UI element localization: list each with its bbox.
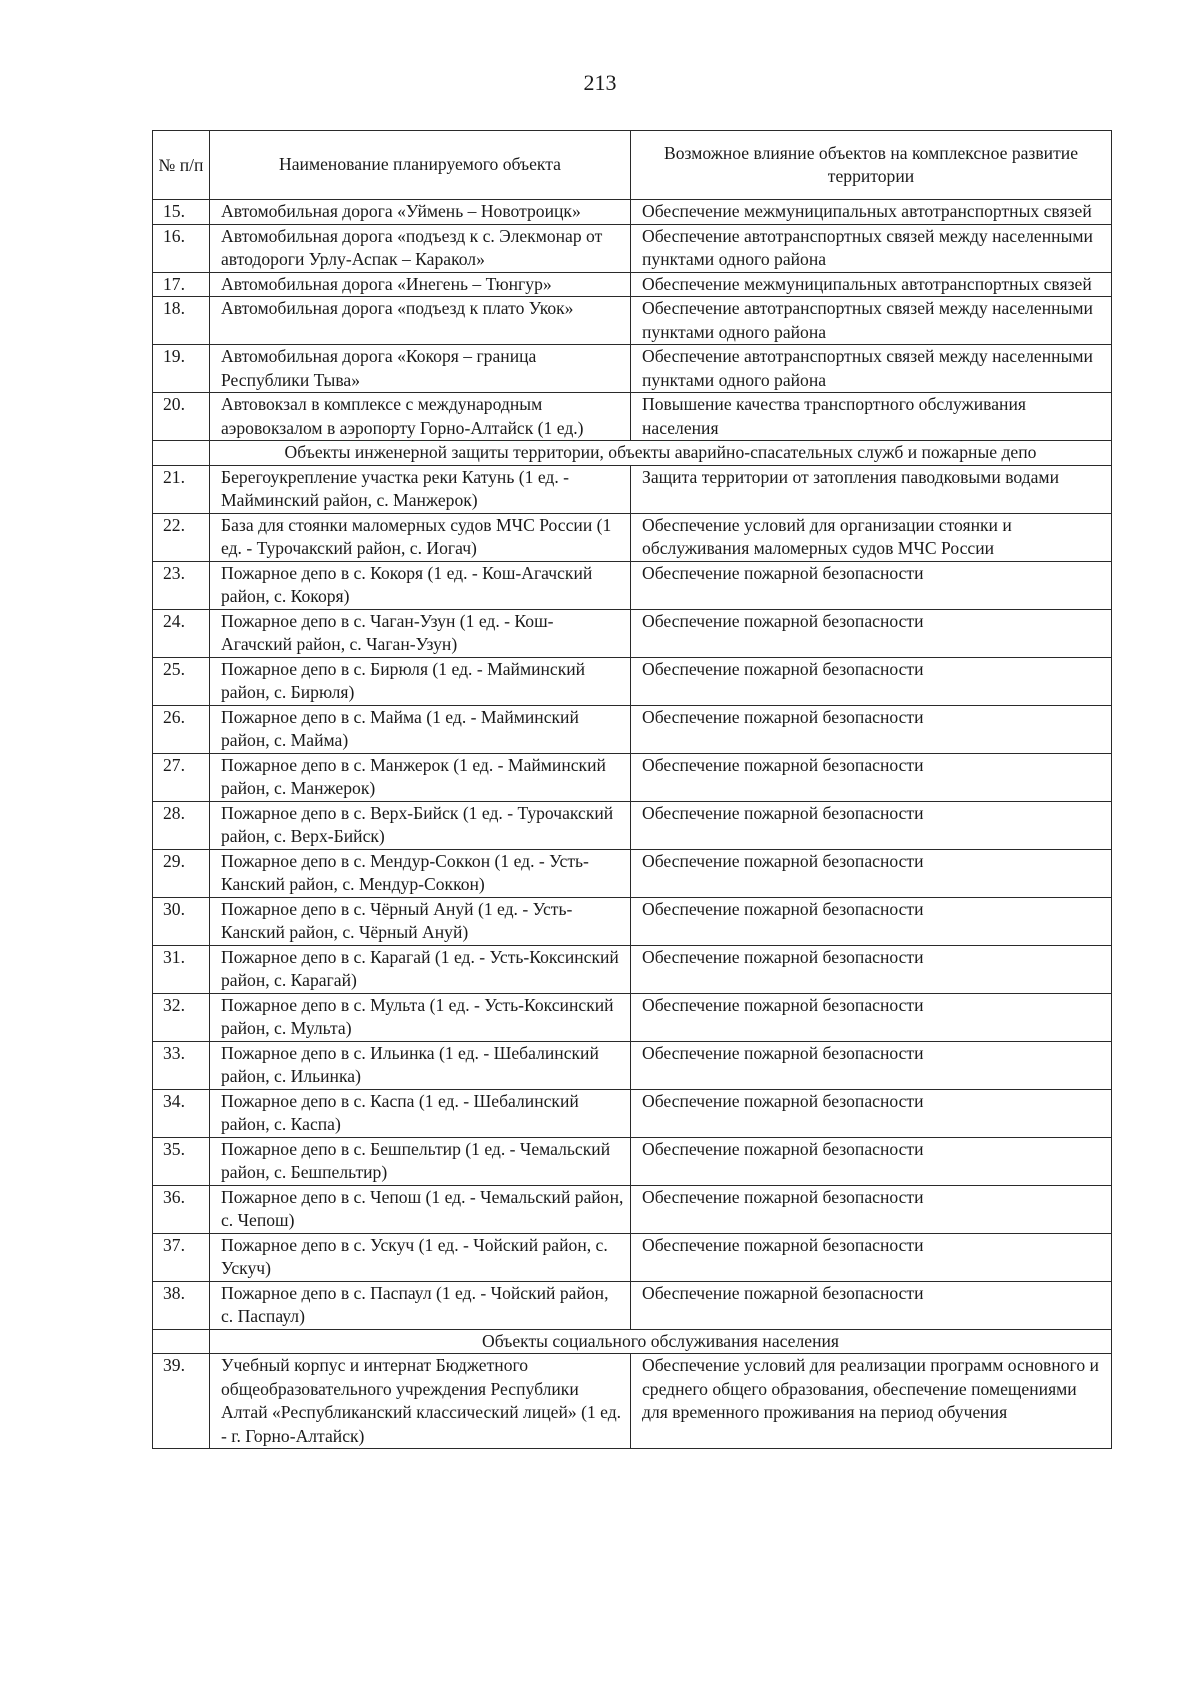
table-row <box>153 1185 1112 1233</box>
object-name: Пожарное депо в с. Чаган-Узун (1 ед. - Кош-Агачский район, с. Чаган-Узун) <box>210 609 631 657</box>
row-number: 29. <box>153 849 210 897</box>
object-effect: Обеспечение пожарной безопасности <box>631 897 1112 945</box>
table-row <box>153 393 1112 441</box>
object-name: Пожарное депо в с. Паспаул (1 ед. - Чойский район, с. Паспаул) <box>210 1281 631 1329</box>
row-number: 28. <box>153 801 210 849</box>
table-row <box>153 1089 1112 1137</box>
row-number: 36. <box>153 1185 210 1233</box>
object-effect: Защита территории от затопления паводковыми водами <box>631 465 1112 513</box>
object-name: Автомобильная дорога «подъезд к с. Элекмонар от автодороги Урлу-Аспак – Каракол» <box>210 224 631 272</box>
table-row <box>153 705 1112 753</box>
object-name: Пожарное депо в с. Каспа (1 ед. - Шебалинский район, с. Каспа) <box>210 1089 631 1137</box>
object-effect: Обеспечение межмуниципальных автотранспортных связей <box>631 200 1112 225</box>
object-effect: Обеспечение пожарной безопасности <box>631 657 1112 705</box>
header-num: № п/п <box>153 131 210 200</box>
table-row <box>153 801 1112 849</box>
object-effect: Обеспечение пожарной безопасности <box>631 705 1112 753</box>
row-number: 24. <box>153 609 210 657</box>
object-effect: Обеспечение пожарной безопасности <box>631 945 1112 993</box>
table-row <box>153 345 1112 393</box>
row-number: 35. <box>153 1137 210 1185</box>
table-row <box>153 945 1112 993</box>
object-name: Пожарное депо в с. Чёрный Ануй (1 ед. - Усть-Канский район, с. Чёрный Ануй) <box>210 897 631 945</box>
row-number: 37. <box>153 1233 210 1281</box>
row-number: 17. <box>153 272 210 297</box>
object-effect: Обеспечение межмуниципальных автотранспортных связей <box>631 272 1112 297</box>
object-name: Автомобильная дорога «Кокоря – граница Республики Тыва» <box>210 345 631 393</box>
object-effect: Обеспечение пожарной безопасности <box>631 801 1112 849</box>
section-empty-cell <box>153 1329 210 1354</box>
row-number: 31. <box>153 945 210 993</box>
object-effect: Обеспечение автотранспортных связей между населенными пунктами одного района <box>631 345 1112 393</box>
table-row <box>153 849 1112 897</box>
table-row <box>153 224 1112 272</box>
object-effect: Обеспечение пожарной безопасности <box>631 993 1112 1041</box>
object-name: Пожарное депо в с. Манжерок (1 ед. - Майминский район, с. Манжерок) <box>210 753 631 801</box>
row-number: 21. <box>153 465 210 513</box>
object-effect: Обеспечение условий для организации стоянки и обслуживания маломерных судов МЧС России <box>631 513 1112 561</box>
object-name: Автомобильная дорога «Уймень – Новотроицк» <box>210 200 631 225</box>
table-row <box>153 297 1112 345</box>
section-row <box>153 1329 1112 1354</box>
table-row <box>153 561 1112 609</box>
row-number: 32. <box>153 993 210 1041</box>
object-effect: Обеспечение пожарной безопасности <box>631 1137 1112 1185</box>
object-name: Пожарное депо в с. Верх-Бийск (1 ед. - Турочакский район, с. Верх-Бийск) <box>210 801 631 849</box>
table-row <box>153 753 1112 801</box>
object-effect: Обеспечение пожарной безопасности <box>631 1185 1112 1233</box>
row-number: 26. <box>153 705 210 753</box>
object-effect: Обеспечение пожарной безопасности <box>631 753 1112 801</box>
object-name: Пожарное депо в с. Карагай (1 ед. - Усть-Коксинский район, с. Карагай) <box>210 945 631 993</box>
object-name: Пожарное депо в с. Чепош (1 ед. - Чемальский район, с. Чепош) <box>210 1185 631 1233</box>
object-effect: Обеспечение пожарной безопасности <box>631 1089 1112 1137</box>
row-number: 19. <box>153 345 210 393</box>
row-number: 33. <box>153 1041 210 1089</box>
table-row <box>153 1041 1112 1089</box>
object-name: Пожарное депо в с. Кокоря (1 ед. - Кош-Агачский район, с. Кокоря) <box>210 561 631 609</box>
section-title: Объекты инженерной защиты территории, объекты аварийно-спасательных служб и пожарные депо <box>210 441 1112 466</box>
table-row <box>153 897 1112 945</box>
page-number: 213 <box>583 70 617 95</box>
section-row <box>153 441 1112 466</box>
table-row <box>153 1233 1112 1281</box>
object-effect: Обеспечение условий для реализации программ основного и среднего общего образования, обеспечение помещениями для временного проживания на период обучения <box>631 1354 1112 1449</box>
table-row <box>153 1281 1112 1329</box>
table-row <box>153 1137 1112 1185</box>
object-effect: Обеспечение пожарной безопасности <box>631 561 1112 609</box>
row-number: 18. <box>153 297 210 345</box>
object-name: Пожарное депо в с. Майма (1 ед. - Майминский район, с. Майма) <box>210 705 631 753</box>
table-row <box>153 609 1112 657</box>
table-body <box>153 200 1112 1449</box>
table-header-row <box>153 131 1112 200</box>
row-number: 20. <box>153 393 210 441</box>
table-row <box>153 1354 1112 1449</box>
row-number: 27. <box>153 753 210 801</box>
object-effect: Обеспечение пожарной безопасности <box>631 1281 1112 1329</box>
object-name: Автомобильная дорога «подъезд к плато Укок» <box>210 297 631 345</box>
table-row <box>153 272 1112 297</box>
object-name: Учебный корпус и интернат Бюджетного общеобразовательного учреждения Республики Алтай «Республиканский классический лицей» (1 ед. - г. Горно-Алтайск) <box>210 1354 631 1449</box>
table-row <box>153 200 1112 225</box>
header-name: Наименование планируемого объекта <box>210 131 631 200</box>
object-name: Пожарное депо в с. Мульта (1 ед. - Усть-Коксинский район, с. Мульта) <box>210 993 631 1041</box>
object-name: Пожарное депо в с. Мендур-Соккон (1 ед. - Усть-Канский район, с. Мендур-Соккон) <box>210 849 631 897</box>
row-number: 39. <box>153 1354 210 1449</box>
table-row <box>153 993 1112 1041</box>
object-name: База для стоянки маломерных судов МЧС России (1 ед. - Турочакский район, с. Иогач) <box>210 513 631 561</box>
object-name: Берегоукрепление участка реки Катунь (1 ед. - Майминский район, с. Манжерок) <box>210 465 631 513</box>
objects-table <box>152 130 1112 1449</box>
object-effect: Обеспечение пожарной безопасности <box>631 1233 1112 1281</box>
object-effect: Обеспечение пожарной безопасности <box>631 1041 1112 1089</box>
section-title: Объекты социального обслуживания населения <box>210 1329 1112 1354</box>
object-name: Автовокзал в комплексе с международным аэровокзалом в аэропорту Горно-Алтайск (1 ед.) <box>210 393 631 441</box>
header-effect: Возможное влияние объектов на комплексное развитие территории <box>631 131 1112 200</box>
object-effect: Обеспечение автотранспортных связей между населенными пунктами одного района <box>631 297 1112 345</box>
object-name: Пожарное депо в с. Ильинка (1 ед. - Шебалинский район, с. Ильинка) <box>210 1041 631 1089</box>
table-row <box>153 465 1112 513</box>
row-number: 38. <box>153 1281 210 1329</box>
row-number: 25. <box>153 657 210 705</box>
row-number: 23. <box>153 561 210 609</box>
object-name: Пожарное депо в с. Бирюля (1 ед. - Майминский район, с. Бирюля) <box>210 657 631 705</box>
row-number: 22. <box>153 513 210 561</box>
object-effect: Обеспечение пожарной безопасности <box>631 849 1112 897</box>
table-row <box>153 513 1112 561</box>
row-number: 15. <box>153 200 210 225</box>
object-effect: Повышение качества транспортного обслуживания населения <box>631 393 1112 441</box>
section-empty-cell <box>153 441 210 466</box>
object-name: Автомобильная дорога «Инегень – Тюнгур» <box>210 272 631 297</box>
object-effect: Обеспечение автотранспортных связей между населенными пунктами одного района <box>631 224 1112 272</box>
row-number: 16. <box>153 224 210 272</box>
object-name: Пожарное депо в с. Бешпельтир (1 ед. - Чемальский район, с. Бешпельтир) <box>210 1137 631 1185</box>
object-name: Пожарное депо в с. Ускуч (1 ед. - Чойский район, с. Ускуч) <box>210 1233 631 1281</box>
table-row <box>153 657 1112 705</box>
object-effect: Обеспечение пожарной безопасности <box>631 609 1112 657</box>
row-number: 34. <box>153 1089 210 1137</box>
row-number: 30. <box>153 897 210 945</box>
